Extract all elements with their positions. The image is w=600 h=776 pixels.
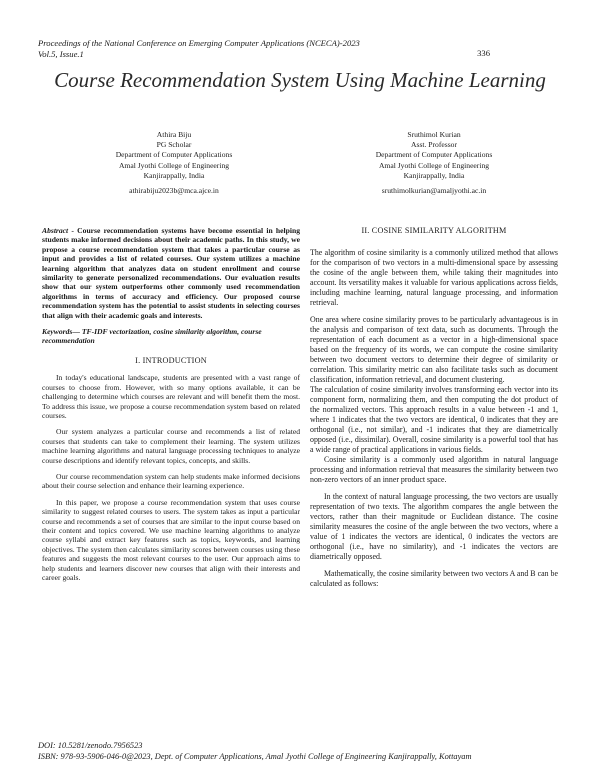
- author-location: Kanjirappally, India: [403, 170, 465, 180]
- author-email: sruthimolkurian@amaljyothi.ac.in: [381, 186, 487, 196]
- left-column: [42, 226, 300, 589]
- author-location: Kanjirappally, India: [143, 170, 205, 180]
- paragraph: In this paper, we propose a course recommendation system that uses course similarity to suggest related courses to users. The system takes as input a particular course and recommends a set of courses that are similar to the input course based on their content and topics covered. We use machine learning algorithms to analyze course syllabi and extract key features such as topics, keywords, and learning objectives. The system then calculates similarity scores between courses using these features and suggests the most relevant courses to the user. Our approach aims to help students and learners discover new courses that align with their interests and career goals.: [42, 497, 300, 582]
- paragraph: Mathematically, the cosine similarity between two vectors A and B can be calculated as follows:: [310, 569, 558, 588]
- author-email: athirabiju2023b@mca.ajce.in: [129, 186, 219, 196]
- abstract-label: Abstract: [42, 226, 69, 235]
- author-name: Athira Biju: [156, 130, 192, 139]
- author-role: Asst. Professor: [411, 140, 457, 150]
- paragraph: The algorithm of cosine similarity is a commonly utilized method that allows for the comparison of two vectors in a multi-dimensional space by assessing the cosine of the angle between them, while taking their magnitudes into account. Its versatility makes it valuable for various applications across fields, including machine learning, natural language processing, and information retrieval.: [310, 248, 558, 307]
- keywords: Keywords— TF-IDF vectorization, cosine similarity algorithm, course recommendation: [42, 327, 262, 346]
- paragraph: Our course recommendation system can help students make informed decisions about their course selection and enhance their learning experience.: [42, 471, 300, 491]
- section-heading-cosine: II. COSINE SIMILARITY ALGORITHM: [361, 226, 507, 235]
- right-column: [310, 226, 558, 596]
- author-block-2: [334, 130, 534, 196]
- paragraph: Cosine similarity is a commonly used algorithm in natural language processing and information retrieval that measures the similarity between two non-zero vectors of an inner product space.: [310, 455, 558, 484]
- volume-issue: Vol.5, Issue.1: [38, 49, 84, 59]
- section-heading-introduction: I. INTRODUCTION: [135, 355, 207, 365]
- author-name: Sruthimol Kurian: [407, 130, 461, 139]
- abstract-text: - Course recommendation systems have become essential in helping students make informed decisions about their academic paths. In this study, we propose a course recommendation system that takes a particular course as input and provides a list of related courses. Our system utilizes a machine learning algorithm that analyzes data on student enrollment and course similarity to generate personalized recommendations. Our evaluation results show that our system outperforms other commonly used recommendation algorithms in terms of accuracy and efficiency. Our proposed course recommendation system has the potential to assist students in selecting courses that align with their academic goals and interests.: [42, 226, 300, 320]
- author-block-1: [74, 130, 274, 196]
- page-number: 336: [477, 48, 490, 58]
- paper-title: Course Recommendation System Using Machine Learning: [54, 68, 546, 92]
- author-dept: Department of Computer Applications: [375, 150, 493, 160]
- author-college: Amal Jyothi College of Engineering: [118, 160, 230, 170]
- abstract: [42, 226, 300, 320]
- paragraph: In today's educational landscape, students are presented with a vast range of courses to choose from. However, with so many options available, it can be challenging to determine which courses are relevant and will benefit them the most. To address this issue, we propose a course recommendation system based on related courses.: [42, 373, 300, 420]
- proceedings-title: Proceedings of the National Conference on Emerging Computer Applications (NCECA)-2023: [38, 38, 360, 48]
- footer-doi: DOI: 10.5281/zenodo.7956523: [38, 741, 143, 750]
- author-college: Amal Jyothi College of Engineering: [378, 160, 490, 170]
- paragraph: In the context of natural language processing, the two vectors are usually representation of two texts. The algorithm compares the angle between the vectors, rather than their magnitude or Euclidean distance. The cosine similarity measures the cosine of the angle between the two vectors, where a value of 1 indicates the vectors are identical, 0 indicates the vectors are orthogonal (i.e., have no similarity), and -1 indicates the vectors are diametrically opposed.: [310, 492, 558, 561]
- author-role: PG Scholar: [156, 140, 192, 150]
- paragraph: Our system analyzes a particular course and recommends a list of related courses that students can take to complement their learning. The system utilizes machine learning algorithms and natural language processing techniques to analyze course descriptions and identify relevant topics, concepts, and skills.: [42, 427, 300, 465]
- paragraph: The calculation of cosine similarity involves transforming each vector into its component form, normalizing them, and then computing the dot product of the normalized vectors. This approach results in a value between -1 and 1, where 1 indicates that the two vectors are identical, 0 indicates that they are orthogonal (i.e., not similar), and -1 indicates that they are diametrically opposed (i.e., dissimilar). Overall, cosine similarity is a powerful tool that has a wide range of practical applications in various fields.: [310, 385, 558, 454]
- paragraph: One area where cosine similarity proves to be particularly advantageous is in the analysis and comparison of text data, such as documents. Through the representation of each document as a vector in a high-dimensional space based on the frequency of its words, we can compute the cosine similarity between two document vectors to determine their degree of similarity or correlation. This similarity metric can also facilitate tasks such as document classification, information retrieval, and document clustering.: [310, 315, 558, 384]
- footer-isbn: ISBN: 978-93-5906-046-0@2023, Dept. of Computer Applications, Amal Jyothi College of Engineering Kanjirappally, Kottayam: [38, 752, 472, 761]
- author-dept: Department of Computer Applications: [115, 150, 233, 160]
